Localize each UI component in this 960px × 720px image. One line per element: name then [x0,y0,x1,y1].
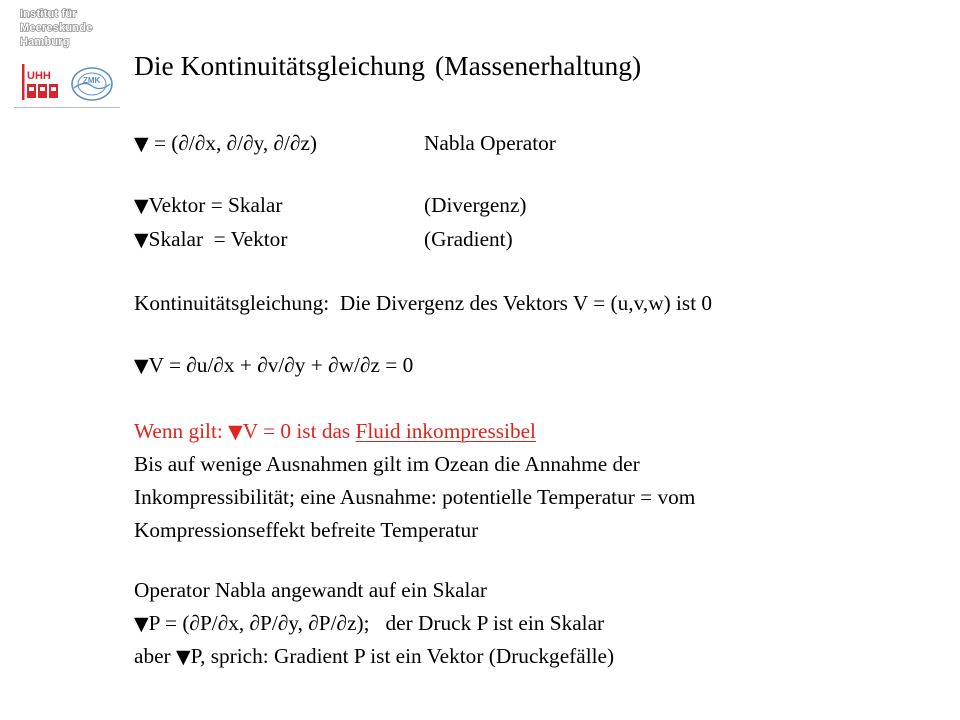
nabla-icon: ▼ [228,421,243,443]
gradient-definition [134,226,287,253]
institute-name-line-2: Meereskunde [20,22,93,34]
nabla-definition-text: = (∂/∂x, ∂/∂y, ∂/∂z) [148,131,318,155]
nabla-icon: ▼ [134,613,149,635]
aber-rest: P, sprich: Gradient P ist ein Vektor (Druckgefälle) [190,644,615,668]
gradient-label: (Gradient) [424,227,513,251]
zmk-logo-text: ZMK [83,76,101,85]
pressure-gradient-definition [134,610,604,637]
pressure-gradient-note [134,643,614,670]
operator-scalar-heading: Operator Nabla angewandt auf ein Skalar [134,578,488,602]
slide-title-paren: (Massenerhaltung) [435,50,642,81]
paragraph-line-3: Kompressionseffekt befreite Temperatur [134,518,479,542]
nabla-icon: ▼ [175,646,191,668]
divergence-equation [134,352,413,379]
uhh-logo-icon [22,64,62,100]
nabla-icon: ▼ [134,133,149,155]
incompressible-mid: V = 0 ist das [242,419,356,443]
nabla-icon: ▼ [134,355,149,377]
slide-title [134,49,641,83]
institute-logo [14,6,120,110]
paragraph-line-2: Inkompressibilität; eine Ausnahme: potentielle Temperatur = vom [134,485,696,509]
nabla-icon: ▼ [134,229,149,251]
divergence-definition [134,192,282,219]
divergence-lhs: Vektor = Skalar [148,193,283,217]
institute-name-line-1: Institut für [20,8,77,20]
nabla-icon: ▼ [134,195,149,217]
gradient-lhs: Skalar = Vektor [148,227,288,251]
fluid-incompressible-link[interactable]: Fluid inkompressibel [355,419,536,443]
logo-divider [14,107,120,108]
divergence-equation-text: V = ∂u/∂x + ∂v/∂y + ∂w/∂z = 0 [148,353,414,377]
nabla-definition [134,130,317,157]
slide-title-main: Die Kontinuitätsgleichung [134,50,425,81]
divergence-label: (Divergenz) [424,193,527,217]
continuity-statement: Kontinuitätsgleichung: Die Divergenz des Vektors V = (u,v,w) ist 0 [134,291,713,315]
incompressible-condition [134,418,536,445]
institute-name-line-3: Hamburg [20,36,70,48]
zmk-logo-icon [70,66,114,102]
nabla-label: Nabla Operator [424,131,556,155]
pressure-gradient-text: P = (∂P/∂x, ∂P/∂y, ∂P/∂z); der Druck P ist ein Skalar [148,611,605,635]
aber-prefix: aber [134,644,176,668]
incompressible-prefix: Wenn gilt: [134,419,229,443]
uhh-logo-text: UHH [27,70,51,82]
paragraph-line-1: Bis auf wenige Ausnahmen gilt im Ozean die Annahme der [134,452,640,476]
